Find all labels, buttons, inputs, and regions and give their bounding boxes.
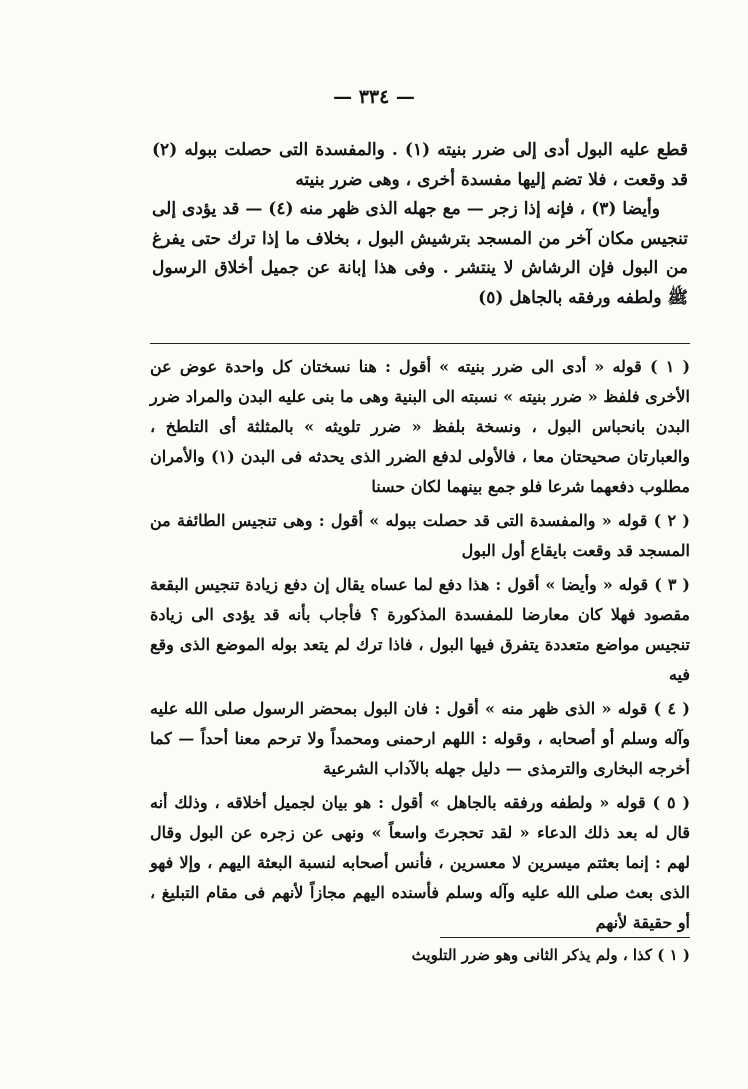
note-number: ( ١ ) [649, 357, 691, 376]
note-2 [150, 506, 690, 566]
note-number: ( ٢ ) [653, 511, 691, 530]
note-number: ( ٤ ) [653, 699, 690, 718]
note-4 [150, 694, 690, 784]
footnote-divider [440, 937, 690, 938]
note-text: قوله « والمفسدة التى قد حصلت ببوله » أقول : وهى تنجيس الطائفة من المسجد قد وقعت بايقاع أول البول [150, 511, 690, 560]
footnote: ( ١ ) كذا ، ولم يذكر الثانى وهو ضرر التلويث [411, 946, 690, 964]
note-1 [150, 352, 690, 502]
note-text: قوله « الذى ظهر منه » أقول : فان البول بمحضر الرسول صلى الله عليه وآله وسلم أو أصحابه ، وقوله : اللهم ارحمنى ومحمداً ولا ترحم معنا أحداً — كما أخرجه البخارى والترمذى — دليل جهله بالآداب الشرعية [150, 699, 690, 778]
commentary-notes [150, 352, 690, 942]
note-number: ( ٣ ) [654, 575, 691, 594]
page-number: — ٣٣٤ — [333, 86, 415, 108]
main-paragraph: قطع عليه البول أدى إلى ضرر بنيته (١) . والمفسدة التى حصلت ببوله (٢) قد وقعت ، فلا تضم إليها مفسدة أخرى ، وهى ضرر بنيته [152, 140, 688, 190]
note-3 [150, 570, 690, 690]
main-paragraph: وأيضا (٣) ، فإنه إذا زجر — مع جهله الذى ظهر منه (٤) — قد يؤدى إلى تنجيس مكان آخر من المسجد بترشيش البول ، بخلاف ما إذا ترك حتى يفرغ من البول فإن الرشاش لا ينتشر . وفى هذا إبانة عن جميل أخلاق الرسول ﷺ ولطفه ورفقه بالجاهل (٥) [152, 199, 688, 308]
notes-divider [150, 343, 690, 344]
main-text [152, 136, 688, 313]
note-text: قوله « ولطفه ورفقه بالجاهل » أقول : هو بيان لجميل أخلاقه ، وذلك أنه قال له بعد ذلك الدعاء « لقد تحجرتَ واسعاً » ونهى عن زجره عن البول وقال لهم : إنما بعثتم ميسرين لا معسرين ، فأنس أصحابه لنسبة البعثة اليهم ، وإلا فهو الذى بعث صلى الله عليه وآله وسلم فأسنده اليهم مجازاً لأنهم فى مقام التبليغ ، أو حقيقة لأنهم [150, 793, 690, 932]
note-number: ( ٥ ) [652, 793, 691, 812]
note-5 [150, 788, 690, 938]
note-text: قوله « أدى الى ضرر بنيته » أقول : هنا نسختان كل واحدة عوض عن الأخرى فلفظ « ضرر بنيته » نسبته الى البنية وهى ما بنى عليه البدن والمراد ضرر البدن بانحباس البول ، ونسخة بلفظ « ضرر تلويثه » بالمثلثة أى التلطخ ، والعبارتان صحيحتان معا ، فالأولى لدفع الضرر الذى يحدثه فى البدن (١) والأمران مطلوب دفعهما شرعا فلو جمع بينهما لكان حسنا [150, 357, 691, 496]
note-text: قوله « وأيضا » أقول : هذا دفع لما عساه يقال إن دفع زيادة تنجيس البقعة مقصود فهلا كان معارضا للمفسدة المذكورة ؟ فأجاب بأنه قد يؤدى الى زيادة تنجيس مواضع متعددة يتفرق فيها البول ، فاذا ترك لم يتعد بوله الموضع الذى وقع فيه [150, 575, 690, 684]
